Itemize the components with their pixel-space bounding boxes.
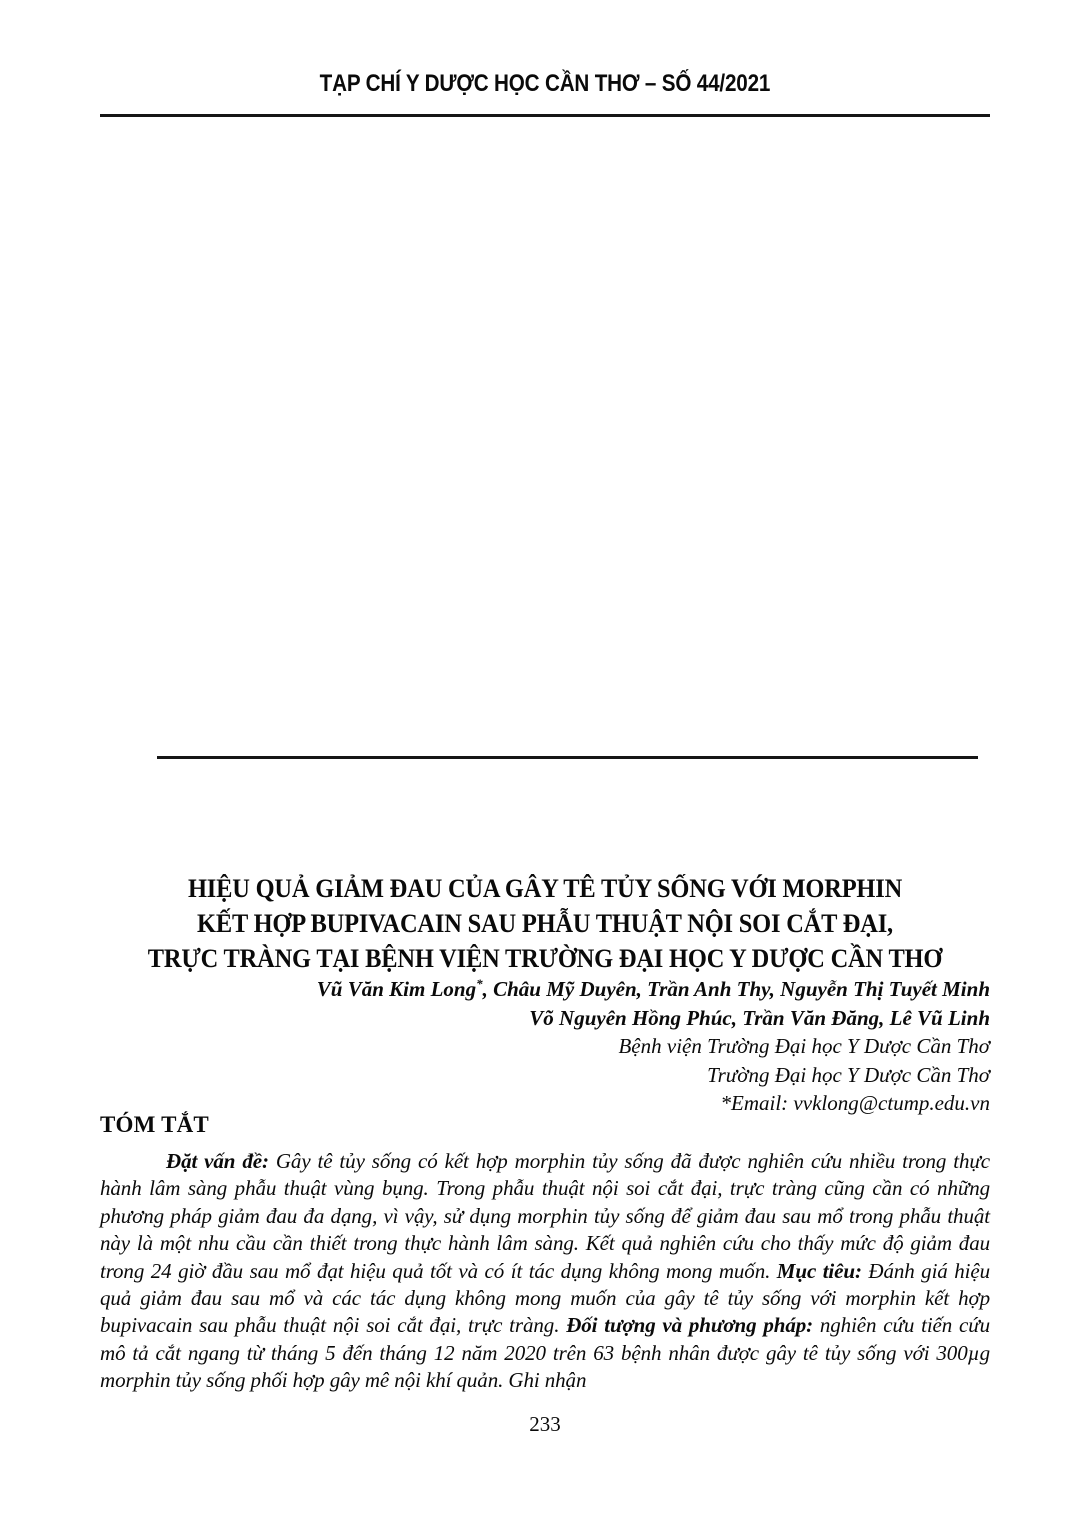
author-name-first: Vũ Văn Kim Long: [316, 977, 477, 1001]
abstract-label-background: Đặt vấn đề:: [166, 1149, 269, 1173]
abstract-text-objective: Đánh giá hiệu quả giảm đau sau mổ và các tác dụng không mong muốn của gây tê tủy sống với morphin kết hợp bupivacain sau phẫu thuật nội soi cắt đại, trực tràng.: [100, 1258, 990, 1338]
article-title-line-2: KẾT HỢP BUPIVACAIN SAU PHẪU THUẬT NỘI SOI CẮT ĐẠI,: [197, 909, 893, 938]
article-title-line-3: TRỰC TRÀNG TẠI BỆNH VIỆN TRƯỜNG ĐẠI HỌC Y DƯỢC CẦN THƠ: [147, 944, 943, 973]
affiliation-hospital: Bệnh viện Trường Đại học Y Dược Cần Thơ: [618, 1034, 990, 1058]
abstract-text-background: Gây tê tủy sống có kết hợp morphin tủy sống đã được nghiên cứu nhiều trong thực hành lâm sàng phẫu thuật vùng bụng. Trong phẫu thuật nội soi cắt đại, trực tràng cũng cần có những phương pháp giảm đau đa dạng, vì vậy, sử dụng morphin tủy sống để giảm đau sau mổ trong phẫu thuật này là một nhu cầu cần thiết trong thực hành lâm sàng. Kết quả nghiên cứu cho thấy mức độ giảm đau trong 24 giờ đầu sau mổ đạt hiệu quả tốt và có ít tác dụng không mong muốn.: [100, 1149, 990, 1283]
article-title-line-1: HIỆU QUẢ GIẢM ĐAU CỦA GÂY TÊ TỦY SỐNG VỚI MORPHIN: [187, 874, 903, 903]
section-divider-rule: [157, 756, 978, 759]
authors-line-1: [100, 975, 990, 1004]
page-number: 233: [529, 1412, 561, 1436]
header-rule: [100, 114, 990, 117]
corresponding-author-asterisk: *: [476, 976, 483, 991]
abstract-label-objective: Mục tiêu:: [776, 1258, 862, 1283]
abstract-paragraph: [100, 1148, 990, 1395]
affiliation-university: Trường Đại học Y Dược Cần Thơ: [707, 1062, 990, 1087]
abstract-label-methods: Đối tượng và phương pháp:: [566, 1313, 814, 1338]
article-title: [33, 871, 1058, 976]
corresponding-email: *Email: vvklong@ctump.edu.vn: [720, 1091, 990, 1115]
abstract-text-methods: nghiên cứu tiến cứu mô tả cắt ngang từ tháng 5 đến tháng 12 năm 2020 trên 63 bệnh nhân được gây tê tủy sống với 300µg morphin tủy sống phối hợp gây mê nội khí quản. Ghi nhận: [100, 1313, 990, 1393]
journal-running-head-text: TẠP CHÍ Y DƯỢC HỌC CẦN THƠ – SỐ 44/2021: [319, 70, 771, 97]
authors-line-1-rest: , Châu Mỹ Duyên, Trần Anh Thy, Nguyễn Thị Tuyết Minh: [482, 977, 990, 1001]
abstract-heading: TÓM TẮT: [100, 1112, 209, 1137]
authors-line-2: Võ Nguyên Hồng Phúc, Trần Văn Đăng, Lê Vũ Linh: [529, 1005, 990, 1030]
journal-running-head: [0, 70, 1090, 98]
author-affiliation-block: [100, 975, 990, 1118]
